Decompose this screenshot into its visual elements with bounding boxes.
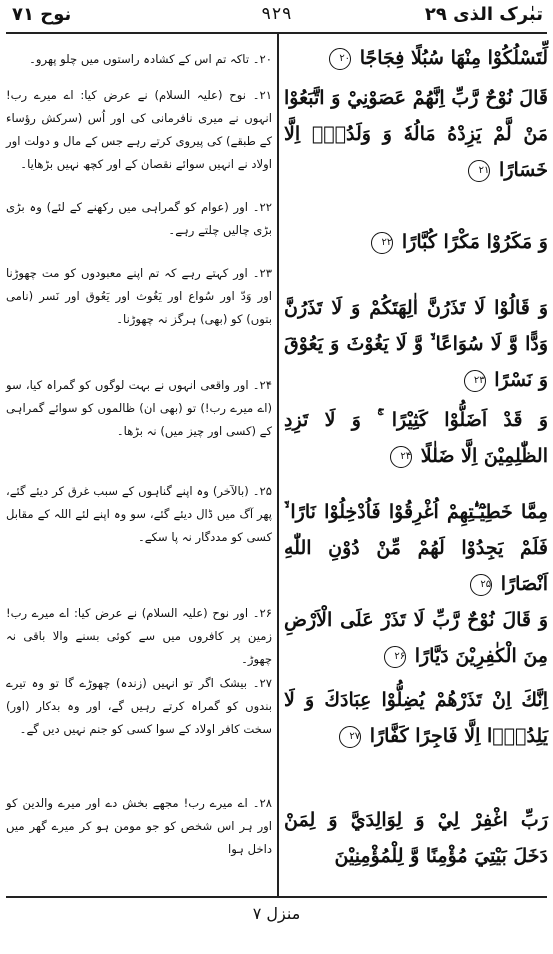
verse-number-marker: ۲۶ xyxy=(384,646,406,668)
verse-number-marker: ۲۵ xyxy=(470,574,492,596)
arabic-verse-23: وَ قَالُوْا لَا تَذَرُنَّ اٰلِهَتَكُمْ وَ لَا تَذَرُنَّ وَدًّا وَّ لَا سُوَاعًا ۙ۬ وَّ لَا يَغُوْثَ وَ يَعُوْقَ وَ نَسْرًا ۲۳ xyxy=(284,297,548,391)
arabic-verse-22: وَ مَكَرُوْا مَكْرًا كُبَّارًا ۲۲ xyxy=(284,224,548,260)
translation-verse-24: ۲۴۔ اور واقعی انہوں نے بہت لوگوں کو گمراہ کیا، سو (اے میرے رب!) تو (بھی ان) ظالموں کو سوائے گمراہی کے (کسی اور چیز میں) نہ بڑھا۔ xyxy=(6,378,272,438)
translation-verse-21: ۲۱۔ نوح (علیہ السلام) نے عرض کیا: اے میرے رب! انہوں نے میری نافرمانی کی اور اُس (سرکش رؤساء کے طبقے) کی پیروی کرتے رہے جس کے مال و دولت اور اولاد نے انہیں سوائے نقصان کے اور کچھ نہیں بڑھایا۔ xyxy=(6,88,272,171)
verse-number-marker: ۲۳ xyxy=(464,370,486,392)
arabic-verse-25: مِمَّا خَطِيْٓـٰٔتِهِمْ اُغْرِقُوْا فَاُدْخِلُوْا نَارًا ۙ۬ فَلَمْ يَجِدُوْا لَهُمْ مِّنْ دُوْنِ اللّٰهِ اَنْصَارًا ۲۵ xyxy=(284,501,548,595)
juz-name: تبٰرک الذی ۲۹ xyxy=(424,4,543,25)
footer-divider xyxy=(6,896,547,898)
page-header xyxy=(0,0,553,34)
arabic-verse-21: قَالَ نُوْحٌ رَّبِّ اِنَّهُمْ عَصَوْنِيْ وَ اتَّبَعُوْا مَنْ لَّمْ يَزِدْهُ مَالُهٗ وَ وَلَدُهٗۤ اِلَّا خَسَارًا ۲۱ xyxy=(284,87,548,181)
translation-verse-20: ۲۰۔ تاکہ تم اس کے کشادہ راستوں میں چلو پھرو۔ xyxy=(29,52,272,66)
verse-number-marker: ۲۴ xyxy=(390,446,412,468)
arabic-verse-20: لِّتَسْلُكُوْا مِنْهَا سُبُلًا فِجَاجًا ۲۰ xyxy=(284,40,548,76)
verse-number-marker: ۲۷ xyxy=(339,726,361,748)
translation-verse-22: ۲۲۔ اور (عوام کو گمراہی میں رکھنے کے لئے) وہ بڑی بڑی چالیں چلتے رہے۔ xyxy=(6,200,272,237)
translation-column xyxy=(6,40,272,894)
page-number: ۹۲۹ xyxy=(261,4,292,24)
verse-number-marker: ۲۱ xyxy=(468,160,490,182)
arabic-verse-27: اِنَّكَ اِنْ تَذَرْهُمْ يُضِلُّوْا عِبَادَكَ وَ لَا يَلِدُوْۤا اِلَّا فَاجِرًا كَفَّارًا ۲۷ xyxy=(284,689,548,747)
column-divider xyxy=(277,32,279,896)
verse-number-marker: ۲۲ xyxy=(371,232,393,254)
arabic-verse-24: وَ قَدْ اَضَلُّوْا كَثِيْرًا ۚ۬ وَ لَا تَزِدِ الظّٰلِمِيْنَ اِلَّا ضَلٰلًا ۲۴ xyxy=(284,409,548,467)
translation-verse-25: ۲۵۔ (بالآخر) وہ اپنے گناہوں کے سبب غرق کر دیئے گئے، پھر آگ میں ڈال دیئے گئے، سو وہ اپنے لئے اللہ کے مقابل کسی کو مددگار نہ پا سکے۔ xyxy=(6,484,272,544)
translation-verse-27: ۲۷۔ بیشک اگر تو انہیں (زندہ) چھوڑے گا تو وہ تیرے بندوں کو گمراہ کرتے رہیں گے، اور وہ بدکار (اور) سخت کافر اولاد کے سوا کسی کو جنم نہیں دیں گے۔ xyxy=(6,676,272,736)
translation-verse-28: ۲۸۔ اے میرے رب! مجھے بخش دے اور میرے والدین کو اور ہر اس شخص کو جو مومن ہو کر میرے گھر میں داخل ہوا xyxy=(6,796,272,856)
arabic-verse-26: وَ قَالَ نُوْحٌ رَّبِّ لَا تَذَرْ عَلَى الْاَرْضِ مِنَ الْكٰفِرِيْنَ دَيَّارًا ۲۶ xyxy=(284,609,548,667)
surah-name: نوح ۷۱ xyxy=(12,4,72,25)
arabic-verse-28: رَبِّ اغْفِرْ لِيْ وَ لِوَالِدَيَّ وَ لِمَنْ دَخَلَ بَيْتِيَ مُؤْمِنًا وَّ لِلْمُؤْمِنِيْنَ xyxy=(284,809,548,867)
translation-verse-26: ۲۶۔ اور نوح (علیہ السلام) نے عرض کیا: اے میرے رب! زمین پر کافروں میں سے کوئی بسنے والا باقی نہ چھوڑ۔ xyxy=(6,606,272,666)
manzil-footer: منزل ۷ xyxy=(252,904,301,923)
translation-verse-23: ۲۳۔ اور کہتے رہے کہ تم اپنے معبودوں کو مت چھوڑنا اور وَدّ اور سُواع اور یَغُوث اور یَعُوق اور نَسر (نامی بتوں) کو (بھی) ہرگز نہ چھوڑنا۔ xyxy=(6,266,272,326)
arabic-column xyxy=(284,40,548,894)
verse-number-marker: ۲۰ xyxy=(329,48,351,70)
